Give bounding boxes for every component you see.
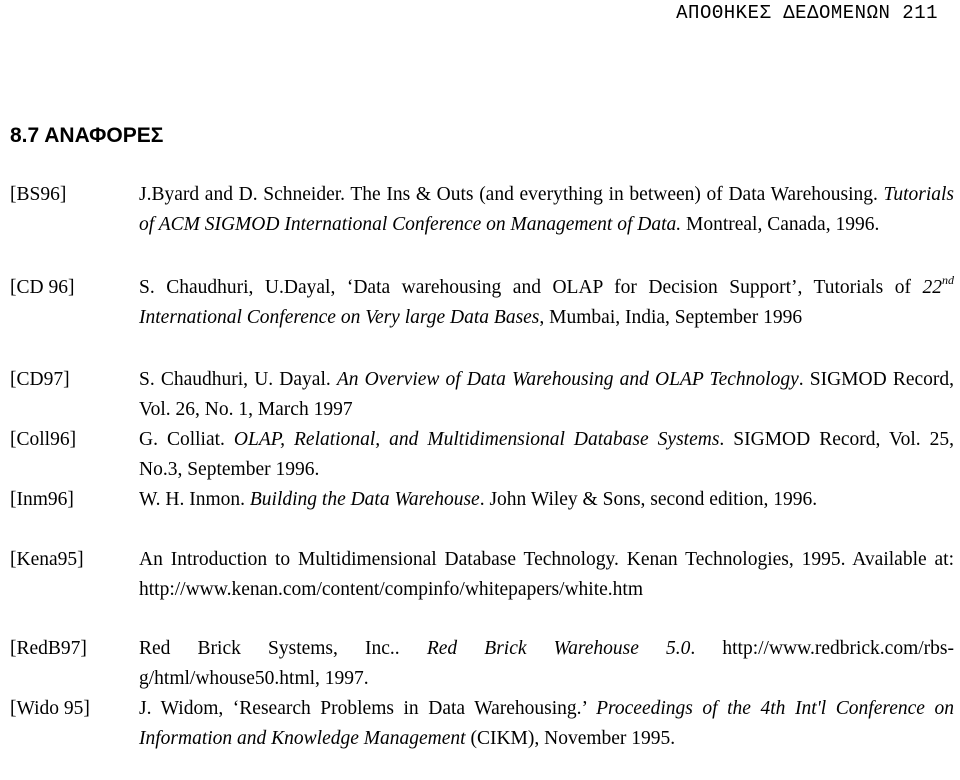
text-run: Montreal, Canada, 1996. [681,213,880,235]
italic-text: Proceedings of the 4th Int'l Conference on Information and Knowledge Management [139,698,954,749]
text-run: W. H. Inmon. [139,489,250,510]
text-run: S. Chaudhuri, U. Dayal. [139,369,337,390]
reference-key: [CD 96] [10,277,75,298]
text-run: . SIGMOD Record, Vol. 25, No.3, September 1996. [139,429,954,480]
reference-key: [Coll96] [10,429,77,450]
reference-text [139,634,954,693]
italic-text: Tutorials of ACM SIGMOD International Conference on Management of Data. [139,184,954,235]
text-run: J. Widom, ‘Research Problems in Data Warehousing.’ [139,698,597,719]
text-run: . John Wiley & Sons, second edition, 1996. [479,489,818,510]
reference-text [139,273,954,332]
text-run: An Introduction to Multidimensional Database Technology. Kenan Technologies, 1995. Available at: http://www.kenan.com/content/compinfo/whitepapers/white.htm [139,549,954,600]
text-run: S. Chaudhuri, U.Dayal, ‘Data warehousing and OLAP for Decision Support’, Tutorials of [139,277,923,298]
text-run: . SIGMOD Record, Vol. 26, No. 1, March 1997 [139,369,954,420]
reference-key: [Inm96] [10,489,74,510]
italic-text: International Conference on Very large Data Bases [139,306,540,328]
reference-text [139,365,954,424]
reference-key: [BS96] [10,184,67,205]
reference-key: [CD97] [10,369,70,390]
reference-key: [RedB97] [10,638,87,659]
italic-text: Red Brick Warehouse 5.0 [426,638,691,659]
italic-text: OLAP, Relational, and Multidimensional Database Systems [233,429,720,450]
reference-key: [Wido 95] [10,698,90,719]
reference-text [139,545,954,604]
italic-text: Building the Data Warehouse [249,489,480,510]
text-run: J.Byard and D. Schneider. The Ins & Outs (and everything in between) of Data Warehousing. [139,184,884,205]
reference-text [139,485,954,515]
reference-key: [Kena95] [10,549,84,570]
section-title: 8.7 ΑΝΑΦΟΡΕΣ [10,124,164,147]
reference-text [139,694,954,753]
text-run: Red Brick Systems, Inc.. [139,638,427,659]
text-run: , Mumbai, India, September 1996 [539,306,803,328]
reference-text [139,425,954,484]
text-run: G. Colliat. [139,429,234,450]
superscript-text: nd [942,273,954,287]
italic-text: 22 [922,277,942,298]
page-header: ΑΠΟΘΗΚΕΣ ΔΕΔΟΜΕΝΩΝ 211 [676,2,938,24]
italic-text: An Overview of Data Warehousing and OLAP Technology [336,369,799,390]
text-run: (CIKM), November 1995. [465,727,676,749]
reference-text [139,180,954,239]
text-run: . http://www.redbrick.com/rbs-g/html/whouse50.html, 1997. [139,638,954,689]
